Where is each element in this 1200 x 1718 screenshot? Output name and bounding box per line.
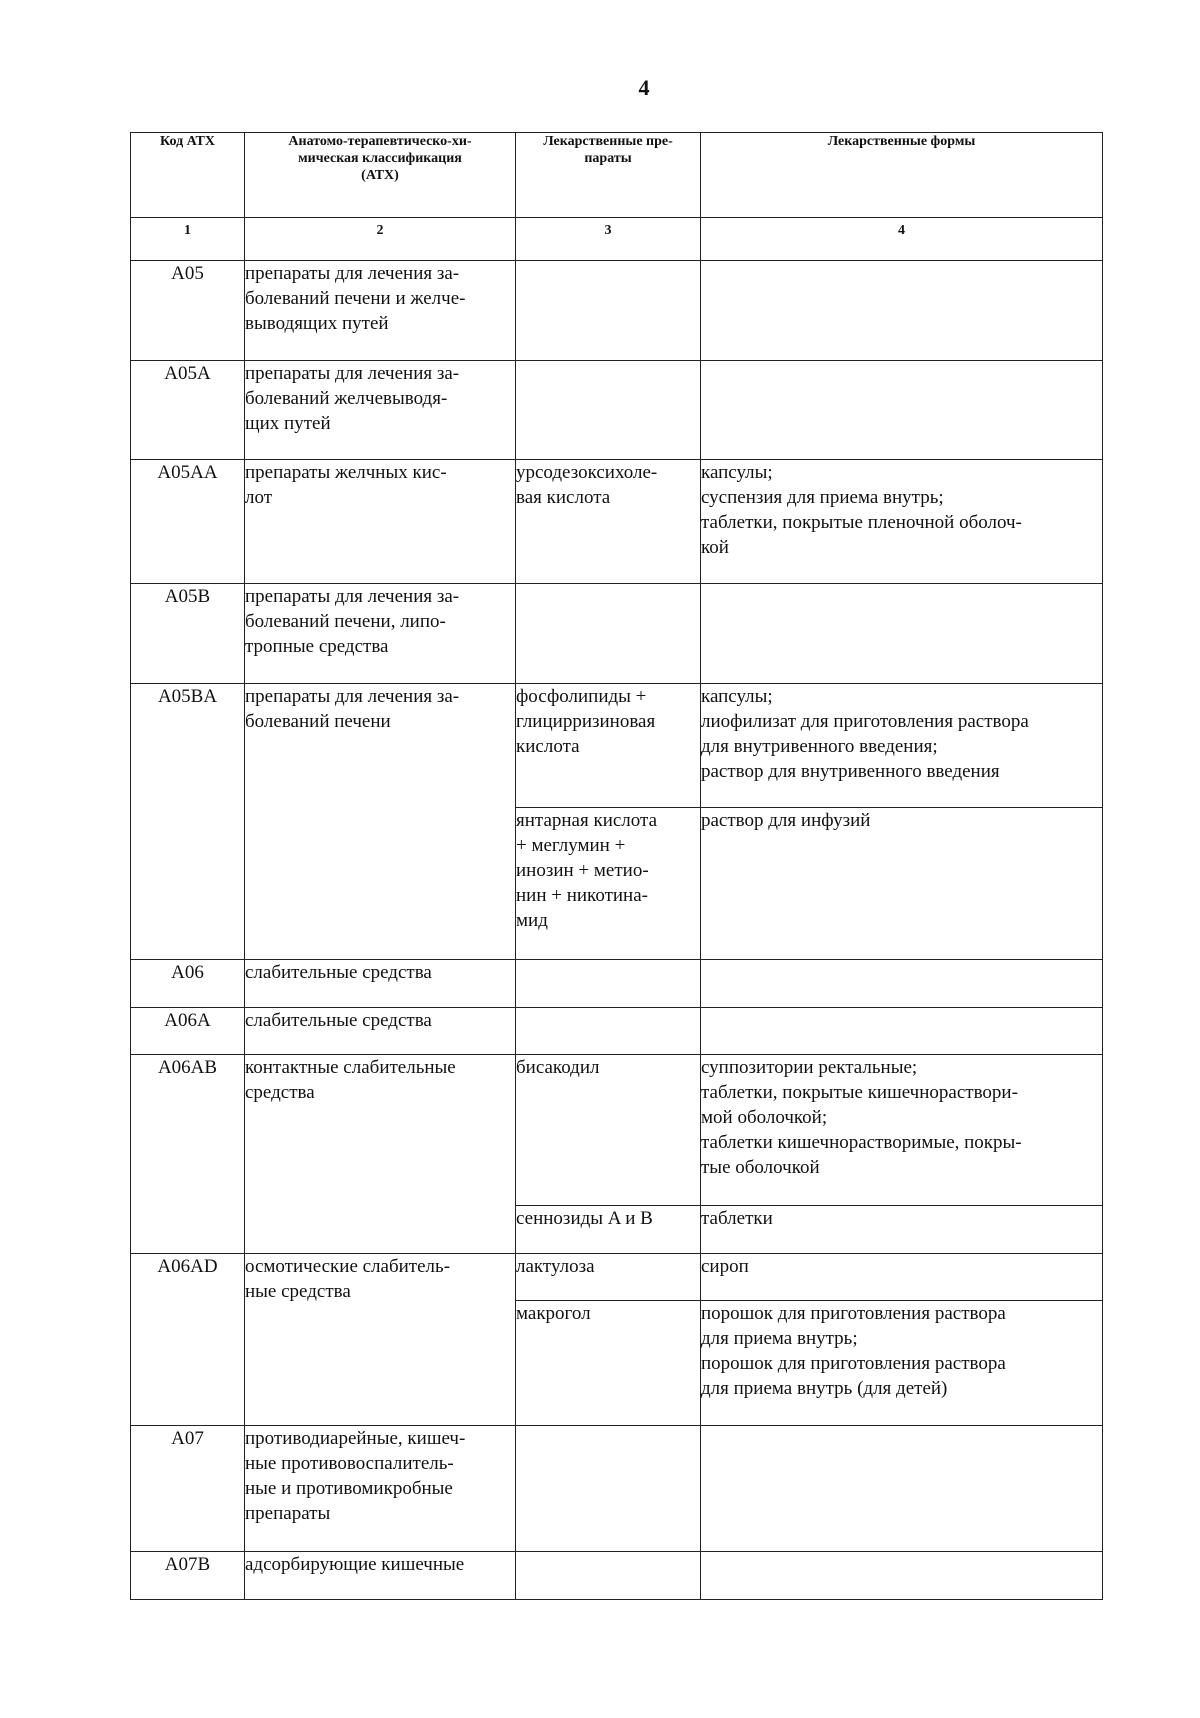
table-row bbox=[131, 460, 1103, 584]
dosage-form-cell bbox=[701, 1426, 1103, 1552]
dosage-forms: капсулы; лиофилизат для приготовления раствора для внутривенного введения; раствор для внутривенного введения bbox=[701, 684, 1103, 808]
atc-class-name: препараты желчных кис- лот bbox=[245, 460, 516, 584]
dosage-forms: порошок для приготовления раствора для приема внутрь; порошок для приготовления раствора для приема внутрь (для детей) bbox=[701, 1301, 1103, 1426]
dosage-forms: таблетки bbox=[701, 1206, 1103, 1254]
atc-code: A06 bbox=[131, 960, 245, 1008]
atc-class-name: препараты для лечения за- болеваний желчевыводя- щих путей bbox=[245, 361, 516, 460]
atc-code: A06AD bbox=[131, 1254, 245, 1426]
table-row bbox=[131, 1254, 1103, 1301]
atc-class-name: противодиарейные, кишеч- ные противовоспалитель- ные и противомикробные препараты bbox=[245, 1426, 516, 1552]
atc-class-name: препараты для лечения за- болеваний печени и желче- выводящих путей bbox=[245, 261, 516, 361]
dosage-form-cell bbox=[701, 584, 1103, 684]
medicine-cell bbox=[516, 1552, 701, 1600]
header-medicines: Лекарственные пре- параты bbox=[516, 133, 701, 218]
medicine-cell bbox=[516, 361, 701, 460]
medicine-name: янтарная кислота + меглумин + инозин + метио- нин + никотина- мид bbox=[516, 808, 701, 960]
table-row bbox=[131, 1426, 1103, 1552]
atc-code: A06A bbox=[131, 1008, 245, 1055]
dosage-forms: капсулы; суспензия для приема внутрь; таблетки, покрытые пленочной оболоч- кой bbox=[701, 460, 1103, 584]
medicine-name: макрогол bbox=[516, 1301, 701, 1426]
header-atc-classification: Анатомо-терапевтическо-хи- мическая классификация (АТХ) bbox=[245, 133, 516, 218]
dosage-form-cell bbox=[701, 1008, 1103, 1055]
table-row bbox=[131, 361, 1103, 460]
table-row bbox=[131, 960, 1103, 1008]
dosage-form-cell bbox=[701, 261, 1103, 361]
table-row bbox=[131, 584, 1103, 684]
medicine-name: урсодезоксихоле- вая кислота bbox=[516, 460, 701, 584]
medicine-name: фосфолипиды + глицирризиновая кислота bbox=[516, 684, 701, 808]
medicine-cell bbox=[516, 960, 701, 1008]
header-dosage-forms: Лекарственные формы bbox=[701, 133, 1103, 218]
table-row bbox=[131, 261, 1103, 361]
atc-code: A05AA bbox=[131, 460, 245, 584]
table-row bbox=[131, 1008, 1103, 1055]
atc-code: A07 bbox=[131, 1426, 245, 1552]
dosage-form-cell bbox=[701, 1552, 1103, 1600]
column-number: 1 bbox=[131, 218, 245, 261]
medicine-name: сеннозиды A и B bbox=[516, 1206, 701, 1254]
atc-class-name: контактные слабительные средства bbox=[245, 1055, 516, 1254]
table-row bbox=[131, 1055, 1103, 1206]
atc-class-name: препараты для лечения за- болеваний печени bbox=[245, 684, 516, 960]
atc-class-name: слабительные средства bbox=[245, 960, 516, 1008]
atc-class-name: препараты для лечения за- болеваний печени, липо- тропные средства bbox=[245, 584, 516, 684]
table-header-row bbox=[131, 133, 1103, 218]
column-number: 4 bbox=[701, 218, 1103, 261]
dosage-form-cell bbox=[701, 960, 1103, 1008]
dosage-forms: суппозитории ректальные; таблетки, покрытые кишечнораствори- мой оболочкой; таблетки кишечнорастворимые, покры- тые оболочкой bbox=[701, 1055, 1103, 1206]
column-number: 3 bbox=[516, 218, 701, 261]
atc-code: A05 bbox=[131, 261, 245, 361]
column-number-row bbox=[131, 218, 1103, 261]
atc-class-name: слабительные средства bbox=[245, 1008, 516, 1055]
header-atc-code: Код АТХ bbox=[131, 133, 245, 218]
medicine-cell bbox=[516, 1008, 701, 1055]
table-row bbox=[131, 1552, 1103, 1600]
dosage-forms: сироп bbox=[701, 1254, 1103, 1301]
atc-code: A05BA bbox=[131, 684, 245, 960]
medicine-cell bbox=[516, 261, 701, 361]
atc-class-name: осмотические слабитель- ные средства bbox=[245, 1254, 516, 1426]
medicine-name: лактулоза bbox=[516, 1254, 701, 1301]
dosage-forms: раствор для инфузий bbox=[701, 808, 1103, 960]
atc-code: A05B bbox=[131, 584, 245, 684]
medicine-cell bbox=[516, 584, 701, 684]
atc-class-name: адсорбирующие кишечные bbox=[245, 1552, 516, 1600]
dosage-form-cell bbox=[701, 361, 1103, 460]
table-row bbox=[131, 684, 1103, 808]
atc-code: A06AB bbox=[131, 1055, 245, 1254]
page-number: 4 bbox=[638, 75, 650, 100]
medicine-cell bbox=[516, 1426, 701, 1552]
atc-code: A05A bbox=[131, 361, 245, 460]
medicine-name: бисакодил bbox=[516, 1055, 701, 1206]
column-number: 2 bbox=[245, 218, 516, 261]
atc-table bbox=[130, 132, 1103, 1600]
atc-code: A07B bbox=[131, 1552, 245, 1600]
